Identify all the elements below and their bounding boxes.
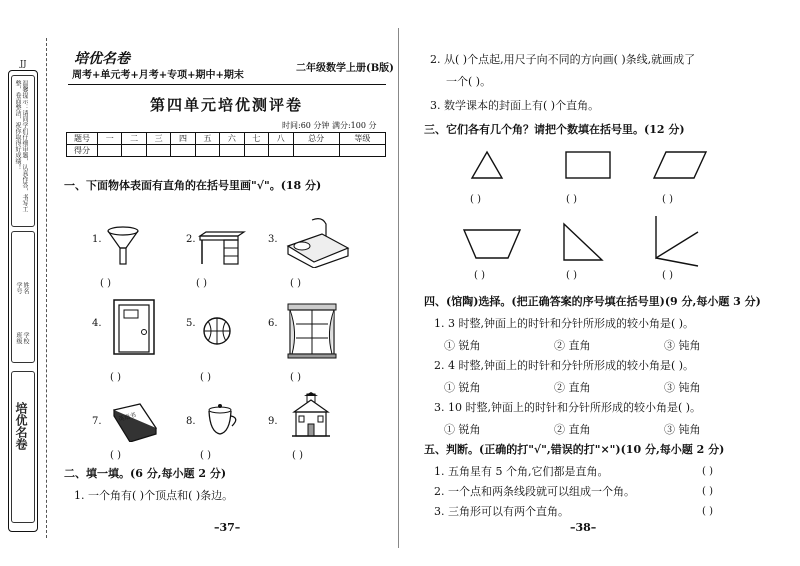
q1-num: 9. xyxy=(268,416,278,427)
q1-num: 5. xyxy=(186,318,196,329)
notes-text: 温馨提示：请同学们仔细审题，认真作答，书写工整，卷面整洁，祝你取得好成绩！ xyxy=(14,80,28,212)
q1-num: 7. xyxy=(92,416,102,427)
q4-option[interactable]: ③ 钝角 xyxy=(664,381,701,394)
field-number: 学号 xyxy=(15,282,22,294)
rectangle-shape xyxy=(564,150,612,180)
logo: 培优名卷 xyxy=(74,51,130,67)
page-title: 第四单元培优测评卷 xyxy=(150,96,304,114)
page-number-right: –38– xyxy=(570,521,597,534)
q4-stem: 2. 4 时整,钟面上的时针和分针所形成的较小角是( )。 xyxy=(434,359,695,372)
basketball-icon xyxy=(202,316,232,346)
notes-section xyxy=(11,75,35,227)
score-header-cell: 四 xyxy=(171,133,195,145)
exam-meta: 时间:60 分钟 满分:100 分 xyxy=(282,121,377,130)
q2-item-2b: 一个( )。 xyxy=(446,75,492,88)
q1-answer-paren[interactable]: ( ) xyxy=(110,372,121,383)
score-header-cell: 六 xyxy=(220,133,244,145)
stamp-section xyxy=(11,371,35,523)
q4-stem: 1. 3 时整,钟面上的时针和分针所形成的较小角是( )。 xyxy=(434,317,695,330)
door-icon xyxy=(112,298,156,356)
score-cell[interactable] xyxy=(146,145,170,157)
info-section xyxy=(11,231,35,363)
q4-option[interactable]: ② 直角 xyxy=(554,339,591,352)
q4-option[interactable]: ③ 钝角 xyxy=(664,423,701,436)
q5-item: 2. 一个点和两条线段就可以组成一个角。 xyxy=(434,485,635,498)
score-cell[interactable] xyxy=(293,145,339,157)
score-cell[interactable] xyxy=(244,145,268,157)
desk-icon xyxy=(198,228,246,268)
score-header-cell: 等级 xyxy=(339,133,385,145)
window-icon xyxy=(286,302,338,360)
field-school: 学校 xyxy=(22,332,29,344)
q1-num: 2. xyxy=(186,234,196,245)
score-value-row xyxy=(67,145,386,157)
score-row-label: 得分 xyxy=(67,145,98,157)
grade-tag: 二年级数学上册(B版) xyxy=(296,63,394,74)
q4-option[interactable]: ① 锐角 xyxy=(444,339,481,352)
triangle-shape xyxy=(470,150,504,180)
q1-num: 4. xyxy=(92,318,102,329)
score-cell[interactable] xyxy=(122,145,146,157)
q2-title: 二、填一填。(6 分,每小题 2 分) xyxy=(64,467,227,480)
field-class: 班级 xyxy=(15,332,22,344)
score-header-cell: 总分 xyxy=(293,133,339,145)
score-table xyxy=(66,132,386,157)
score-cell[interactable] xyxy=(269,145,293,157)
q4-option[interactable]: ① 锐角 xyxy=(444,381,481,394)
house-icon xyxy=(290,392,332,440)
q2-item-1: 1. 一个角有( )个顶点和( )条边。 xyxy=(74,489,234,502)
page-divider xyxy=(398,28,399,548)
angle-shape xyxy=(652,214,702,268)
q3-title: 三、它们各有几个角？请把个数填在括号里。(12 分) xyxy=(424,123,685,136)
score-cell[interactable] xyxy=(171,145,195,157)
q1-answer-paren[interactable]: ( ) xyxy=(196,278,207,289)
q3-answer-paren[interactable]: ( ) xyxy=(470,194,481,205)
q1-answer-paren[interactable]: ( ) xyxy=(200,372,211,383)
q5-answer-paren[interactable]: ( ) xyxy=(702,466,713,477)
q5-title: 五、判断。(正确的打"√",错误的打"×")(10 分,每小题 2 分) xyxy=(424,443,725,456)
q5-answer-paren[interactable]: ( ) xyxy=(702,506,713,517)
q1-answer-paren[interactable]: ( ) xyxy=(100,278,111,289)
q2-item-2a: 2. 从( )个点起,用尺子向不同的方向画( )条线,就画成了 xyxy=(430,53,696,66)
q4-stem: 3. 10 时整,钟面上的时针和分针所形成的较小角是( )。 xyxy=(434,401,702,414)
q3-answer-paren[interactable]: ( ) xyxy=(474,270,485,281)
q2-item-3: 3. 数学课本的封面上有( )个直角。 xyxy=(430,99,600,112)
score-header-cell: 八 xyxy=(269,133,293,145)
score-header-cell: 七 xyxy=(244,133,268,145)
q3-answer-paren[interactable]: ( ) xyxy=(566,194,577,205)
bed-icon xyxy=(282,216,352,268)
page-number-left: –37– xyxy=(214,521,241,534)
q1-answer-paren[interactable]: ( ) xyxy=(200,450,211,461)
field-name: 姓名 xyxy=(22,282,29,294)
cut-line xyxy=(46,38,47,538)
right-triangle-shape xyxy=(560,222,604,262)
score-header-cell: 一 xyxy=(98,133,122,145)
series-line: 周考+单元考+月考+专项+期中+期末 xyxy=(72,70,244,81)
q1-title: 一、下面物体表面有直角的在括号里画"√"。(18 分) xyxy=(64,179,322,192)
cup-icon xyxy=(206,404,242,438)
score-cell[interactable] xyxy=(195,145,219,157)
parallelogram-shape xyxy=(652,150,708,180)
q1-num: 8. xyxy=(186,416,196,427)
corner-mark: JJ xyxy=(20,59,27,68)
score-header-row xyxy=(67,133,386,145)
q5-answer-paren[interactable]: ( ) xyxy=(702,486,713,497)
q3-answer-paren[interactable]: ( ) xyxy=(566,270,577,281)
binding-strip xyxy=(8,70,38,532)
header-rule xyxy=(68,84,386,85)
q5-item: 1. 五角星有 5 个角,它们都是直角。 xyxy=(434,465,609,478)
book-label: 英语书 xyxy=(117,411,137,424)
score-header-cell: 五 xyxy=(195,133,219,145)
q4-option[interactable]: ③ 钝角 xyxy=(664,339,701,352)
score-cell[interactable] xyxy=(220,145,244,157)
q1-answer-paren[interactable]: ( ) xyxy=(290,372,301,383)
q3-answer-paren[interactable]: ( ) xyxy=(662,194,673,205)
q1-answer-paren[interactable]: ( ) xyxy=(290,278,301,289)
q4-option[interactable]: ① 锐角 xyxy=(444,423,481,436)
score-header-cell: 题号 xyxy=(67,133,98,145)
stamp-logo: 培优名卷 xyxy=(14,402,28,450)
score-header-cell: 二 xyxy=(122,133,146,145)
q1-num: 3. xyxy=(268,234,278,245)
q4-option[interactable]: ② 直角 xyxy=(554,423,591,436)
funnel-icon xyxy=(106,226,140,266)
q3-answer-paren[interactable]: ( ) xyxy=(662,270,673,281)
q1-num: 1. xyxy=(92,234,102,245)
q1-answer-paren[interactable]: ( ) xyxy=(292,450,303,461)
q1-answer-paren[interactable]: ( ) xyxy=(110,450,121,461)
trapezoid-shape xyxy=(462,228,522,260)
score-cell[interactable] xyxy=(98,145,122,157)
q1-num: 6. xyxy=(268,318,278,329)
book-icon xyxy=(110,402,158,442)
score-header-cell: 三 xyxy=(146,133,170,145)
score-cell[interactable] xyxy=(339,145,385,157)
q5-item: 3. 三角形可以有两个直角。 xyxy=(434,505,569,518)
q4-option[interactable]: ② 直角 xyxy=(554,381,591,394)
q4-title: 四、(馆陶)选择。(把正确答案的序号填在括号里)(9 分,每小题 3 分) xyxy=(424,295,761,308)
